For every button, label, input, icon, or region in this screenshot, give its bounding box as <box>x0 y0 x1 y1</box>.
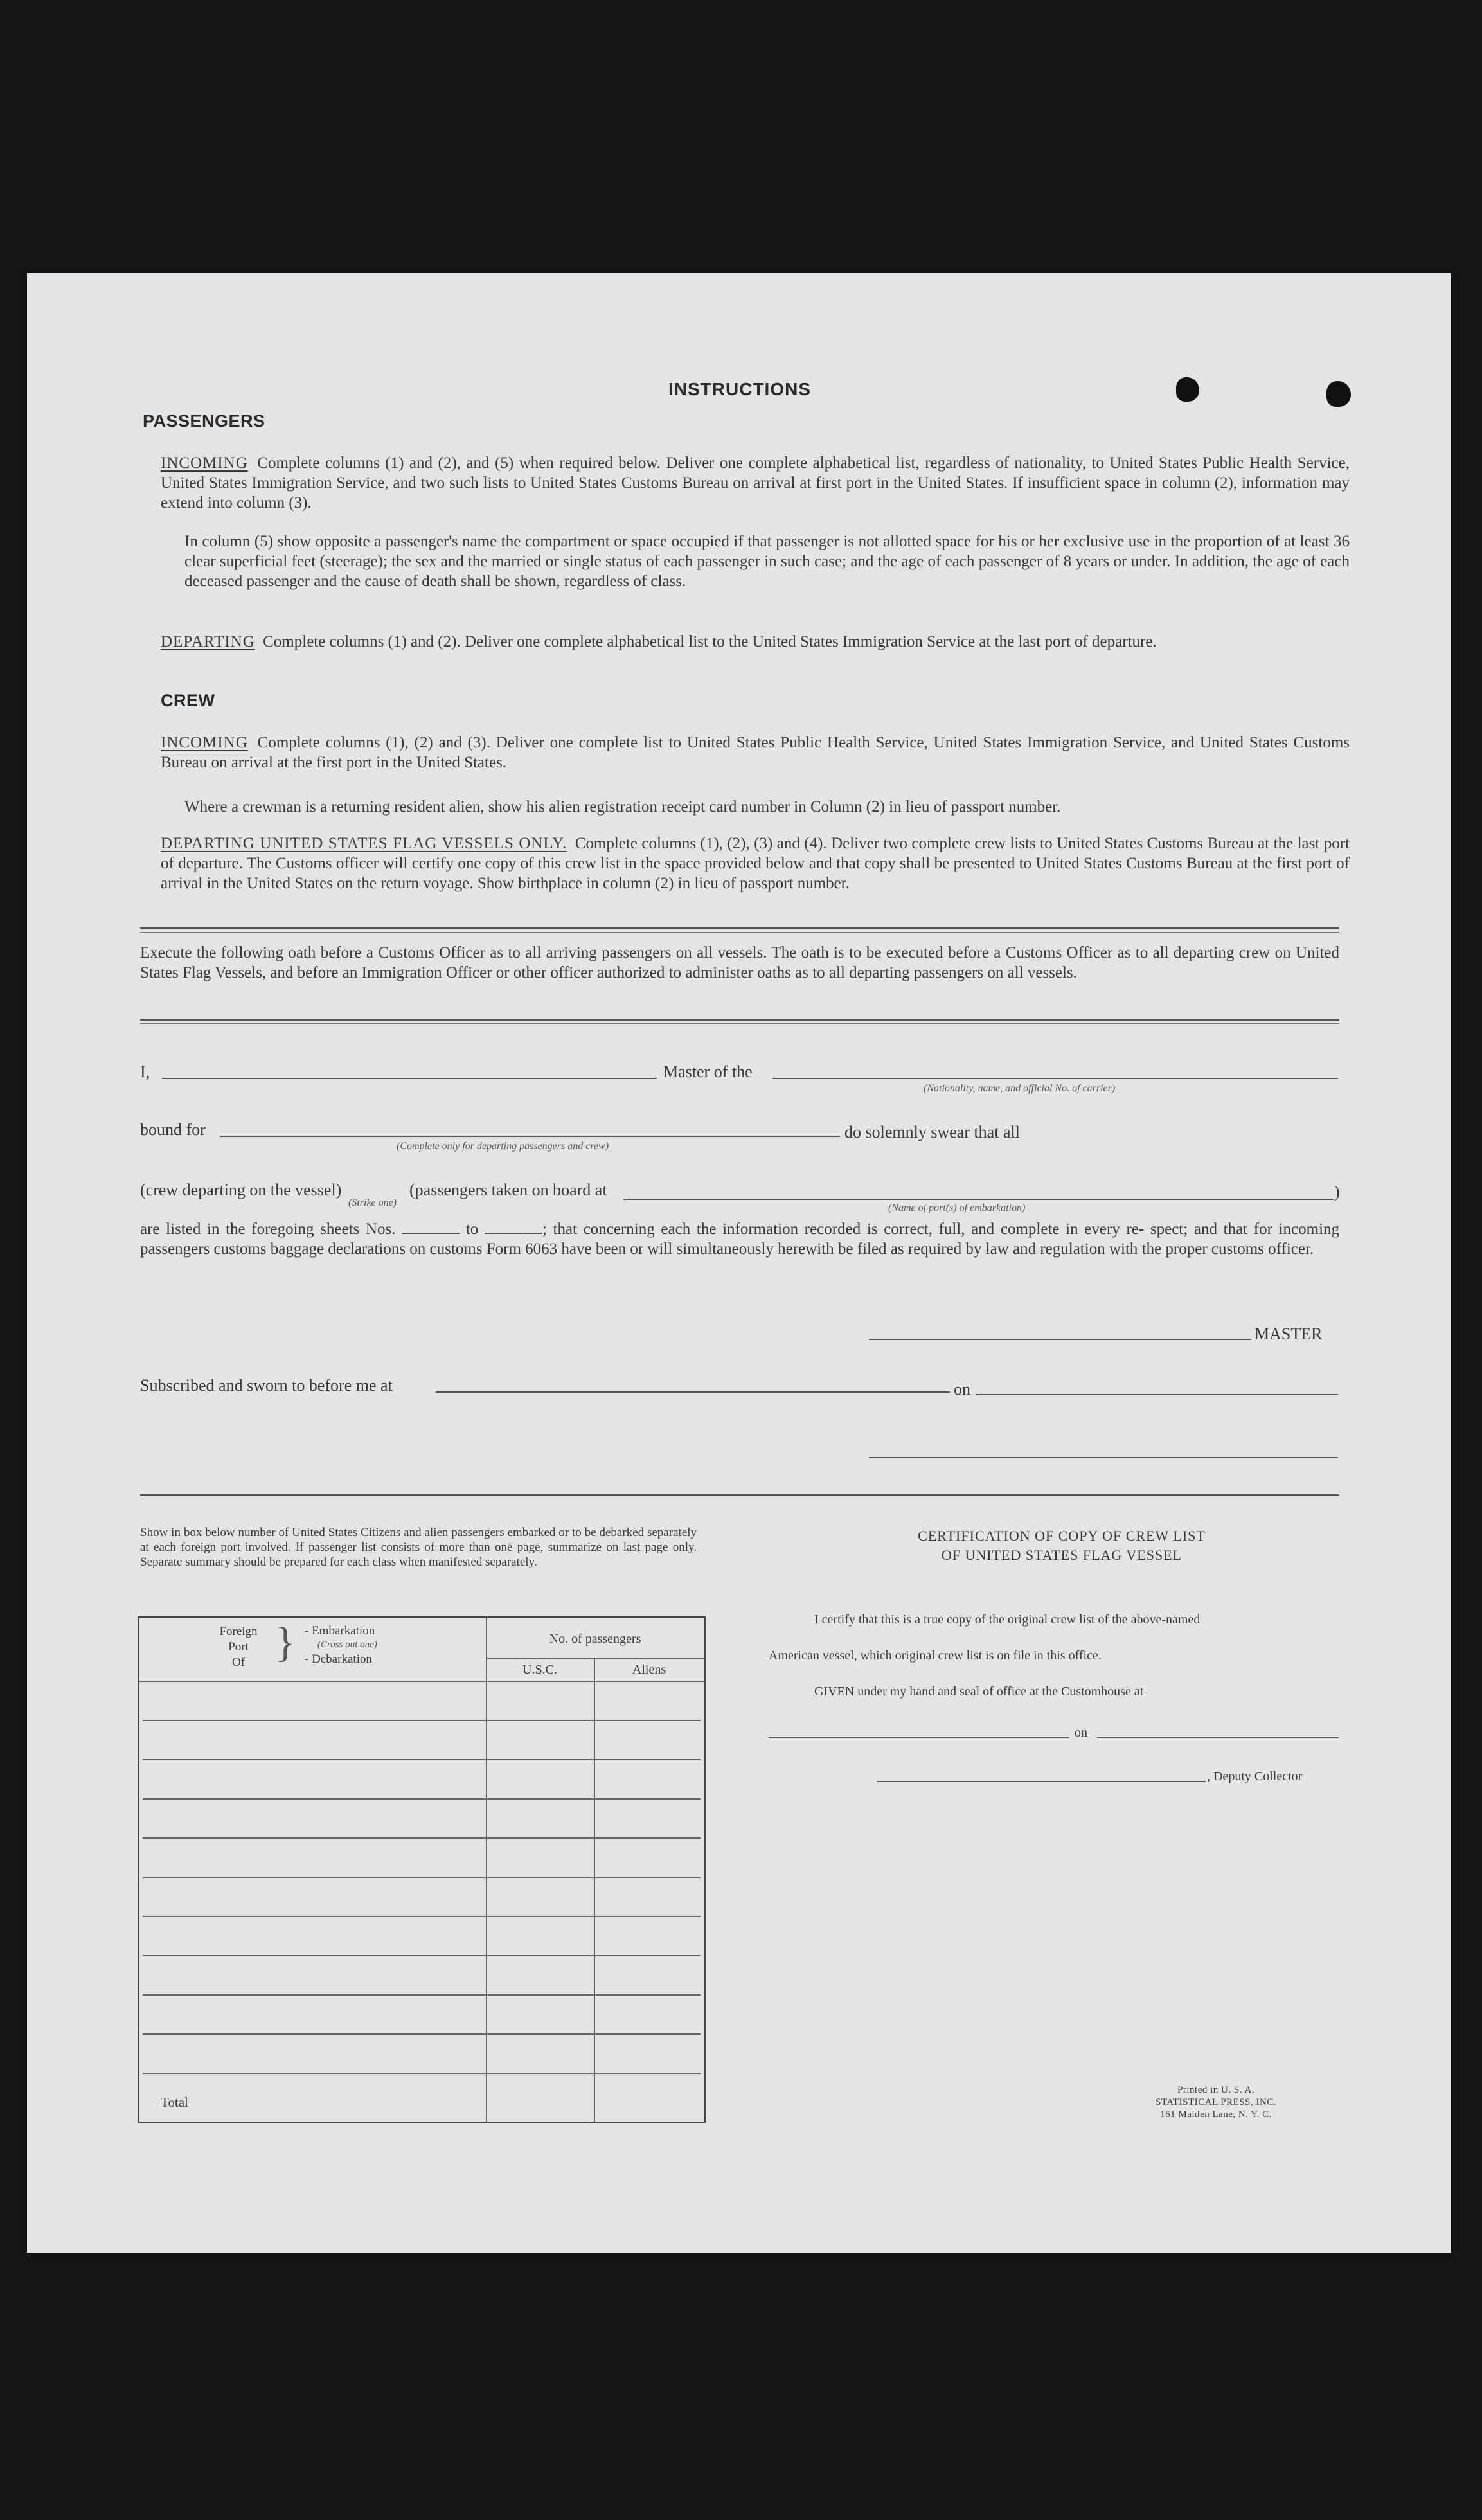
officer-signature-field[interactable] <box>869 1457 1338 1458</box>
brace-icon: } <box>275 1619 296 1666</box>
printer-line-2: STATISTICAL PRESS, INC. <box>1155 2097 1277 2107</box>
crew-incoming-paragraph <box>161 733 1350 773</box>
carrier-note: (Nationality, name, and official No. of carrier) <box>924 1083 1116 1094</box>
table-row[interactable] <box>143 1720 701 1721</box>
no-passengers-header: No. of passengers <box>549 1632 641 1646</box>
bound-for-field[interactable] <box>220 1136 840 1137</box>
crewman-text: Where a crewman is a returning resident alien, show his alien registration receipt card number in Column (2) in lieu of passport number. <box>184 798 1061 816</box>
ink-blot <box>1176 377 1199 402</box>
cert-title-1: CERTIFICATION OF COPY OF CREW LIST <box>918 1528 1206 1544</box>
passengers-heading: PASSENGERS <box>143 411 265 431</box>
table-row[interactable] <box>143 1994 701 1996</box>
listed-paragraph <box>140 1219 1339 1259</box>
oath-paragraph <box>140 943 1339 983</box>
sheet-from-field[interactable] <box>402 1233 460 1234</box>
printer-imprint <box>1120 2084 1312 2121</box>
passenger-summary-table <box>138 1616 706 2123</box>
passengers-departing-text: Complete columns (1) and (2). Deliver one complete alphabetical list to the United States Immigration Service at the last port of departure. <box>263 633 1157 650</box>
cert-date-field[interactable] <box>1097 1737 1339 1738</box>
cert-line-1: I certify that this is a true copy of the original crew list of the above-named <box>814 1613 1201 1627</box>
crew-heading: CREW <box>161 691 215 710</box>
customhouse-field[interactable] <box>769 1737 1069 1738</box>
carrier-field[interactable] <box>772 1078 1338 1079</box>
i-label: I, <box>140 1062 150 1081</box>
sheet-to-field[interactable] <box>485 1233 542 1234</box>
master-name-field[interactable] <box>162 1078 657 1079</box>
passengers-incoming-lead: INCOMING <box>161 454 248 472</box>
port-note: (Name of port(s) of embarkation) <box>888 1202 1026 1213</box>
crew-departing-label: (crew departing on the vessel) <box>140 1181 342 1199</box>
passengers-incoming-paragraph <box>161 453 1350 513</box>
deputy-signature-field[interactable] <box>877 1781 1206 1782</box>
column5-paragraph <box>184 532 1350 591</box>
embarkation-option[interactable]: - Embarkation <box>305 1624 375 1638</box>
master-label: MASTER <box>1254 1325 1323 1343</box>
crew-departing-lead: DEPARTING UNITED STATES FLAG VESSELS ONLY. <box>161 835 567 852</box>
listed-to: to <box>465 1220 479 1238</box>
table-row[interactable] <box>143 1837 701 1839</box>
cert-line-2: American vessel, which original crew list is on file in this office. <box>769 1649 1102 1663</box>
summary-text: Show in box below number of United States Citizens and alien passengers embarked or to be debarked separately at each foreign port involved. If passenger list consists of more than one page, summarize on last page only. Separate summary should be prepared for each class when manifested separately. <box>140 1526 697 1569</box>
crew-departing-text: Complete columns (1), (2), (3) and (4). Deliver two complete crew lists to United States Customs Bureau at the last port of departure. The Customs officer will certify one copy of this crew list in the space provided below and that copy shall be presented to United States Customs Bureau at the first port of arrival in the United States on the return voyage. Show birthplace in column (2) in lieu of passport number. <box>161 835 1350 892</box>
usc-header: U.S.C. <box>522 1663 557 1677</box>
debarkation-option[interactable]: - Debarkation <box>305 1652 372 1666</box>
sworn-date-field[interactable] <box>976 1394 1338 1395</box>
table-row[interactable] <box>143 1916 701 1917</box>
swear-label: do solemnly swear that all <box>844 1123 1020 1141</box>
passengers-incoming-text: Complete columns (1) and (2), and (5) when required below. Deliver one complete alphabetical list, regardless of nationality, to United States Public Health Service, United States Immigration Service, and two such lists to United States Customs Bureau on arrival at first port in the United States. If insufficient space in column (2), information may extend into column (3). <box>161 454 1350 512</box>
divider <box>140 1019 1339 1024</box>
listed-text-2: ; that concerning each the information recorded is correct, full, and complete in every re- <box>542 1220 1145 1238</box>
table-vline <box>486 1618 487 2122</box>
cert-line-3: GIVEN under my hand and seal of office at the Customhouse at <box>814 1684 1144 1699</box>
master-of-label: Master of the <box>663 1062 753 1081</box>
total-label: Total <box>161 2095 188 2110</box>
table-row[interactable] <box>143 1955 701 1956</box>
form-sheet <box>27 273 1451 2253</box>
bound-for-label: bound for <box>140 1120 206 1139</box>
subscribed-label: Subscribed and sworn to before me at <box>140 1376 393 1395</box>
passengers-departing-lead: DEPARTING <box>161 633 255 650</box>
on-label: on <box>954 1380 970 1399</box>
table-row[interactable] <box>143 2073 701 2074</box>
passengers-taken-label: (passengers taken on board at <box>409 1181 607 1199</box>
table-vline <box>594 1659 595 2122</box>
divider <box>140 1494 1339 1499</box>
master-signature-field[interactable] <box>869 1339 1251 1340</box>
divider <box>140 927 1339 933</box>
column5-text: In column (5) show opposite a passenger's name the compartment or space occupied if that passenger is not allotted space for his or her exclusive use in the proportion of at least 36 clear superficial feet (steerage); the sex and the married or single status of each passenger in such case; and the age of each passenger of 8 years or under. In addition, the age of each deceased passenger and the cause of death shall be shown, regardless of class. <box>184 533 1350 590</box>
ink-blot <box>1326 381 1351 407</box>
table-hline <box>139 1681 704 1682</box>
table-row[interactable] <box>143 1798 701 1800</box>
cert-title <box>785 1526 1338 1565</box>
crewman-paragraph <box>184 797 1350 817</box>
aliens-header: Aliens <box>632 1663 666 1677</box>
printer-line-3: 161 Maiden Lane, N. Y. C. <box>1160 2109 1272 2120</box>
sworn-place-field[interactable] <box>436 1391 950 1393</box>
table-hline <box>486 1658 704 1659</box>
passengers-departing-paragraph <box>161 632 1350 652</box>
oath-text: Execute the following oath before a Customs Officer as to all arriving passengers on all vessels. The oath is to be executed before a Customs Officer as to all departing crew on United States Flag Vessels, and before an Immigration Officer or other officer authorized to administer oaths as to all departing passengers on all vessels. <box>140 944 1339 981</box>
port-of-embarkation-field[interactable] <box>623 1199 1334 1200</box>
crew-incoming-lead: INCOMING <box>161 734 248 751</box>
close-paren: ) <box>1334 1183 1340 1201</box>
listed-text-3: spect; and that for incoming passengers customs baggage declarations on customs Form 6063 have been or will simultaneously herewith be filed as required by law and regulation with the proper customs officer. <box>140 1220 1340 1258</box>
table-row[interactable] <box>143 1759 701 1760</box>
bound-note: (Complete only for departing passengers and crew) <box>397 1141 609 1152</box>
crew-departing-paragraph <box>161 834 1350 893</box>
cert-title-2: OF UNITED STATES FLAG VESSEL <box>941 1547 1183 1563</box>
cert-on-label: on <box>1075 1726 1087 1740</box>
printer-line-1: Printed in U. S. A. <box>1177 2085 1254 2095</box>
header-port: Port <box>228 1640 249 1654</box>
cross-out-note: (Cross out one) <box>317 1640 377 1650</box>
table-row[interactable] <box>143 2033 701 2035</box>
foreign-port-header <box>203 1624 274 1670</box>
listed-text-1: are listed in the foregoing sheets Nos. <box>140 1220 396 1238</box>
crew-incoming-text: Complete columns (1), (2) and (3). Deliver one complete list to United States Public Health Service, United States Immigration Service, and United States Customs Bureau on arrival at the first port in the United States. <box>161 734 1350 771</box>
header-of: Of <box>231 1656 246 1669</box>
strike-one-note: (Strike one) <box>348 1197 397 1208</box>
summary-paragraph <box>140 1525 697 1569</box>
table-row[interactable] <box>143 1877 701 1878</box>
header-foreign: Foreign <box>219 1625 258 1638</box>
page-title: INSTRUCTIONS <box>668 379 811 399</box>
deputy-collector-label: , Deputy Collector <box>1207 1769 1303 1783</box>
